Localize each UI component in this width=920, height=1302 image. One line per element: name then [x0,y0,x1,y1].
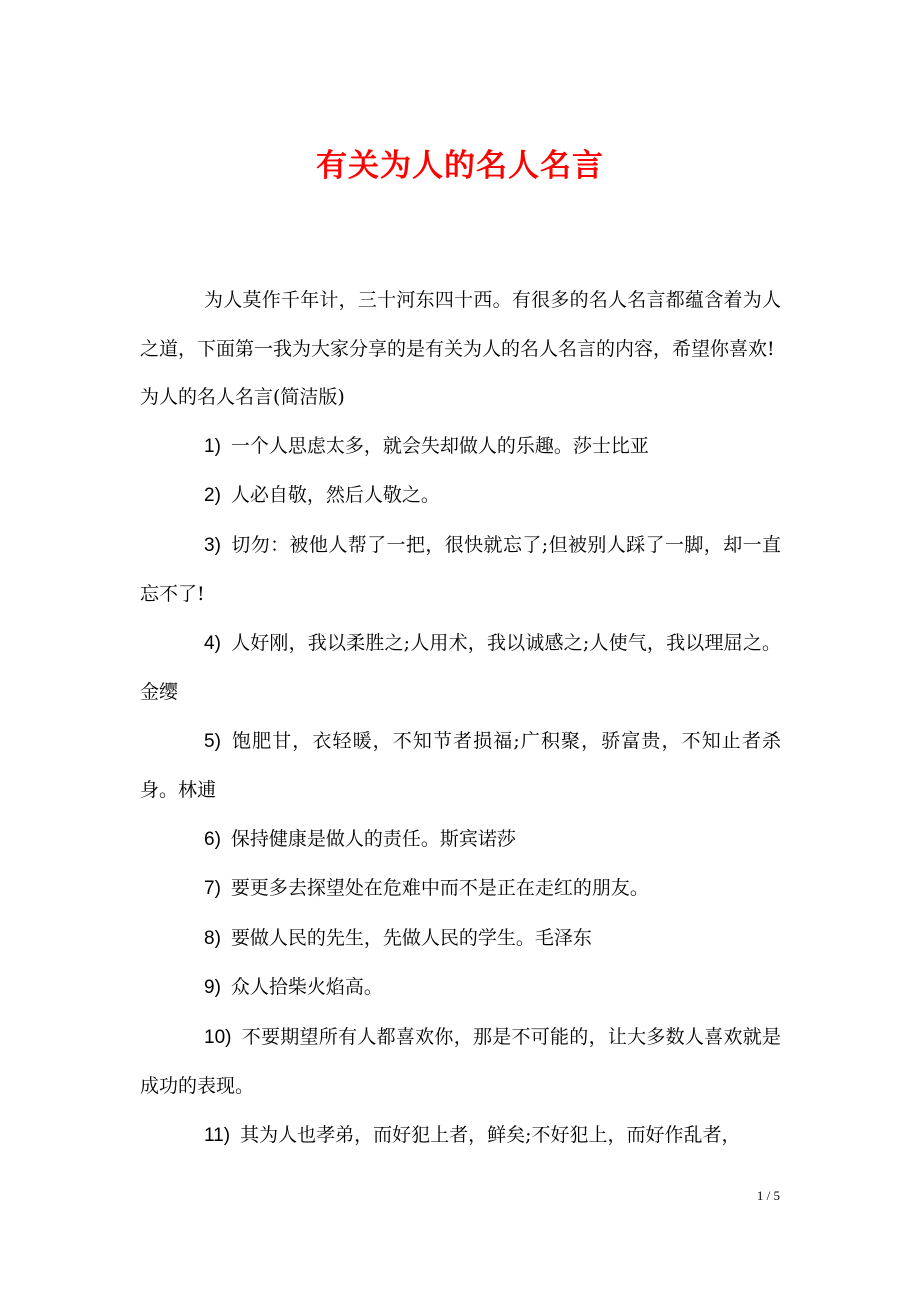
quote-number: 2) [204,485,221,506]
quote-number: 7) [204,878,221,899]
quote-item [140,521,781,619]
quote-number: 3) [204,534,221,556]
quote-item [140,1111,781,1161]
quote-number: 9) [204,977,221,998]
quote-item [140,619,781,717]
quote-number: 10) [204,1026,232,1048]
quote-text: 要做人民的先生，先做人民的学生。毛泽东 [230,926,592,949]
quote-item [140,963,781,1013]
quote-text: 人必自敬，然后人敬之。 [230,484,440,506]
quote-number: 4) [204,632,221,654]
quote-list [140,422,781,1161]
quote-text: 一个人思虑太多，就会失却做人的乐趣。莎士比亚 [230,434,649,457]
quote-text: 要更多去探望处在危难中而不是正在走红的朋友。 [230,877,649,899]
intro-paragraph: 为人莫作千年计，三十河东四十西。有很多的名人名言都蕴含着为人之道，下面第一我为大家分享的是有关为人的名人名言的内容，希望你喜欢! [140,289,781,360]
quote-item [140,422,781,472]
quote-item [140,864,781,914]
quote-text: 不要期望所有人都喜欢你，那是不可能的，让大多数人喜欢就是成功的表现。 [140,1025,781,1097]
section-heading: 为人的名人名言(简洁版) [140,386,345,408]
quote-text: 其为人也孝弟，而好犯上者，鲜矣;不好犯上，而好作乱者， [240,1123,741,1146]
document-title: 有关为人的名人名言 [316,148,604,184]
quote-item [140,717,781,815]
quote-number: 6) [204,828,221,850]
quote-item [140,914,781,964]
quote-text: 人好刚，我以柔胜之;人用术，我以诚感之;人使气，我以理屈之。金缨 [140,631,781,703]
quote-item [140,815,781,865]
document-body [140,276,781,1160]
quote-text: 饱肥甘，衣轻暖，不知节者损福;广积聚，骄富贵，不知止者杀身。林逋 [140,729,781,801]
quote-item [140,1013,781,1111]
quote-text: 切勿：被他人帮了一把，很快就忘了;但被别人踩了一脚，却一直忘不了! [140,533,781,605]
quote-number: 11) [204,1124,231,1146]
quote-number: 1) [204,435,221,457]
quote-item [140,471,781,521]
quote-text: 保持健康是做人的责任。斯宾诺莎 [230,827,516,850]
page-number: 1 / 5 [756,1188,780,1203]
quote-text: 众人拾柴火焰高。 [230,976,383,998]
quote-number: 5) [204,730,221,752]
quote-number: 8) [204,927,221,949]
